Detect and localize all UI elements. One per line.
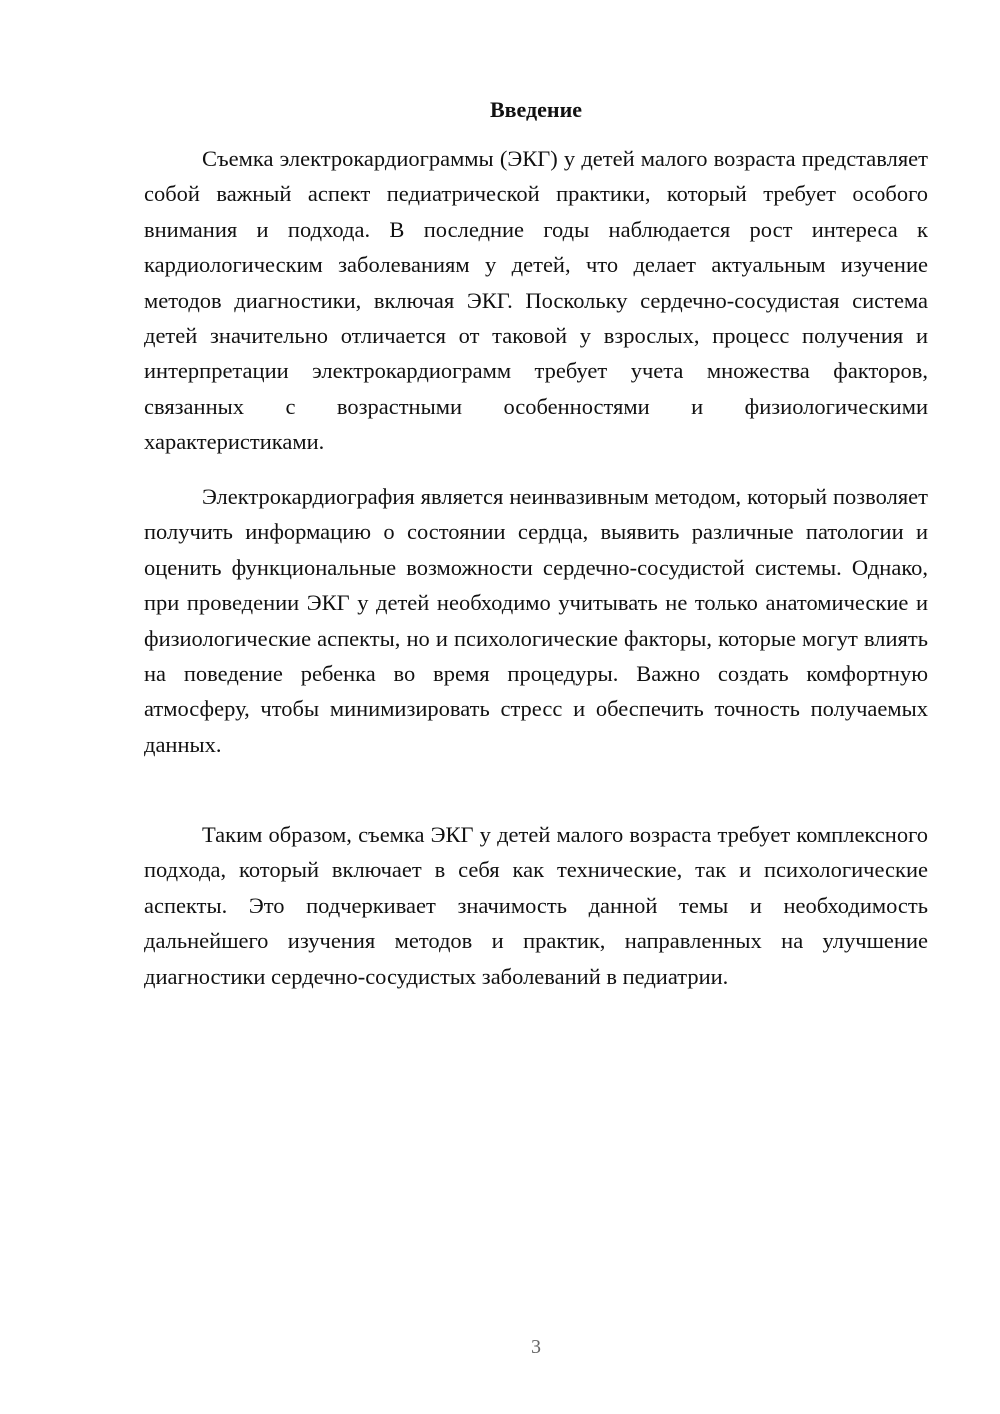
paragraph-3: Таким образом, съемка ЭКГ у детей малого возраста требует комплексного подхода, который включает в себя как технические, так и психологические аспекты. Это подчеркивает значимость данной темы и необходимость дальнейшего изучения методов и практик, направленных на улучшение диагностики сердечно-сосудистых заболеваний в педиатрии. — [144, 822, 928, 989]
paragraph-1: Съемка электрокардиограммы (ЭКГ) у детей малого возраста представляет собой важный аспект педиатрической практики, который требует особого внимания и подхода. В последние годы наблюдается рост интереса к кардиологическим заболеваниям у детей, что делает актуальным изучение методов диагностики, включая ЭКГ. Поскольку сердечно-сосудистая система детей значительно отличается от таковой у взрослых, процесс получения и интерпретации электрокардиограмм требует учета множества факторов, связанных с возрастными особенностями и физиологическими характеристиками. — [144, 146, 928, 455]
section-title: Введение — [489, 97, 583, 122]
page-number: 3 — [531, 1336, 541, 1358]
paragraph-2: Электрокардиография является неинвазивным методом, который позволяет получить информацию о состоянии сердца, выявить различные патологии и оценить функциональные возможности сердечно-сосудистой системы. Однако, при проведении ЭКГ у детей необходимо учитывать не только анатомические и физиологические аспекты, но и психологические факторы, которые могут влиять на поведение ребенка во время процедуры. Важно создать комфортную атмосферу, чтобы минимизировать стресс и обеспечить точность получаемых данных. — [144, 484, 928, 757]
